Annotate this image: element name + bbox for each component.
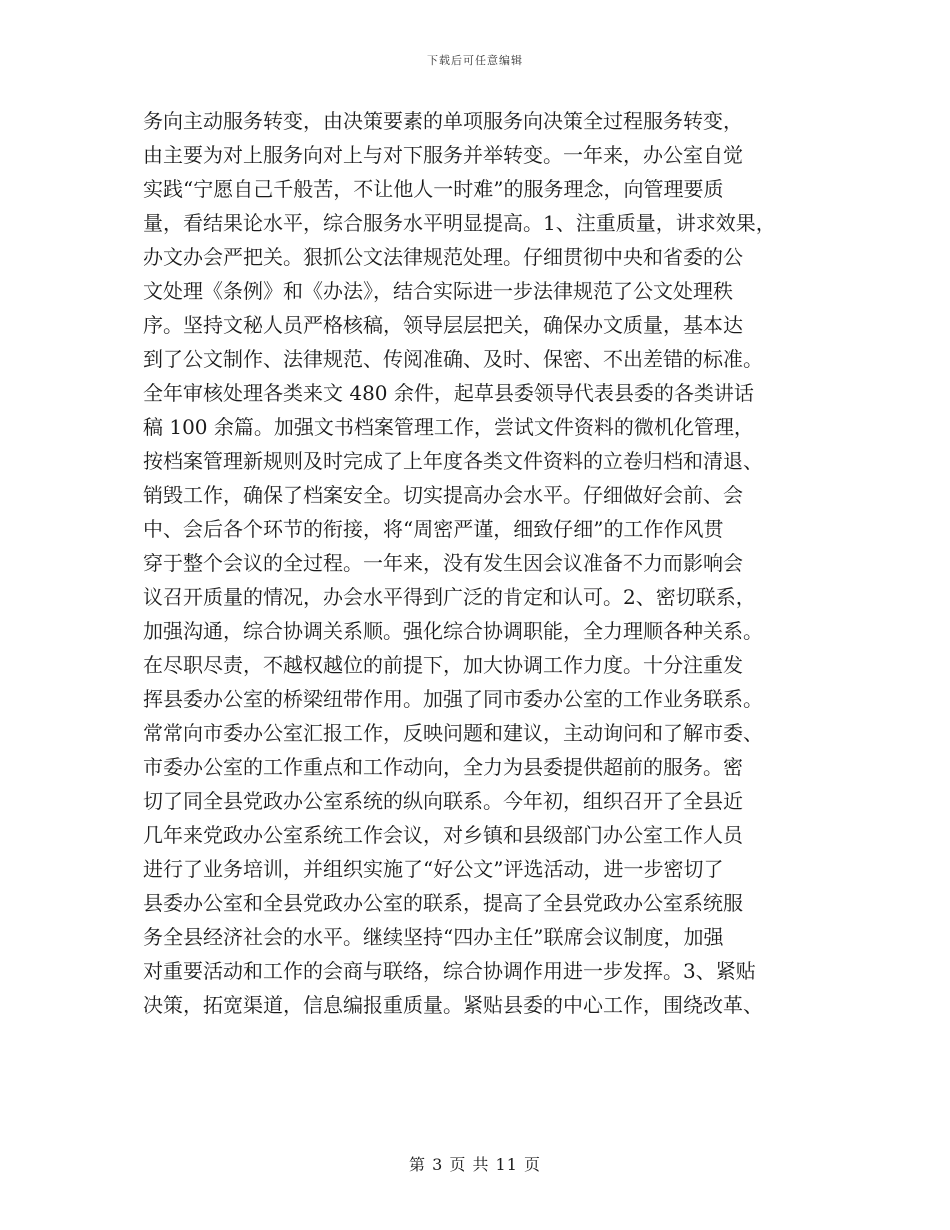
page-header: 下载后可任意编辑 (427, 54, 523, 67)
text-line: 办文办会严把关。狠抓公文法律规范处理。仔细贯彻中央和省委的公 (143, 245, 743, 269)
text-line: 按档案管理新规则及时完成了上年度各类文件资料的立卷归档和清退、 (143, 449, 763, 473)
text-line: 进行了业务培训，并组织实施了“好公文”评选活动，进一步密切了 (143, 857, 724, 881)
text-line: 穿于整个会议的全过程。一年来，没有发生因会议准备不力而影响会 (143, 551, 743, 575)
text-line: 加强沟通，综合协调关系顺。强化综合协调职能，全力理顺各种关系。 (143, 619, 763, 643)
text-line: 务向主动服务转变，由决策要素的单项服务向决策全过程服务转变， (143, 109, 743, 133)
text-line: 量，看结果论水平，综合服务水平明显提高。1、注重质量，讲求效果， (143, 211, 776, 235)
text-line: 实践“宁愿自己千般苦，不让他人一时难”的服务理念，向管理要质 (143, 177, 724, 201)
text-line: 县委办公室和全县党政办公室的联系，提高了全县党政办公室系统服 (143, 891, 743, 915)
text-line: 稿 100 余篇。加强文书档案管理工作，尝试文件资料的微机化管理， (143, 415, 754, 439)
text-line: 到了公文制作、法律规范、传阅准确、及时、保密、不出差错的标准。 (143, 347, 763, 371)
text-line: 决策，拓宽渠道，信息编报重质量。紧贴县委的中心工作，围绕改革、 (143, 993, 763, 1017)
text-line: 中、会后各个环节的衔接，将“周密严谨，细致仔细”的工作作风贯 (143, 517, 724, 541)
text-line: 销毁工作，确保了档案安全。切实提高办会水平。仔细做好会前、会 (143, 483, 743, 507)
text-line: 市委办公室的工作重点和工作动向，全力为县委提供超前的服务。密 (143, 755, 743, 779)
text-line: 全年审核处理各类来文 480 余件，起草县委领导代表县委的各类讲话 (143, 381, 754, 405)
text-line: 切了同全县党政办公室系统的纵向联系。今年初，组织召开了全县近 (143, 789, 743, 813)
text-line: 常常向市委办公室汇报工作，反映问题和建议，主动询问和了解市委、 (143, 721, 763, 745)
text-line: 序。坚持文秘人员严格核稿，领导层层把关，确保办文质量，基本达 (143, 313, 743, 337)
text-line: 几年来党政办公室系统工作会议，对乡镇和县级部门办公室工作人员 (143, 823, 743, 847)
text-line: 由主要为对上服务向对上与对下服务并举转变。一年来，办公室自觉 (143, 143, 743, 167)
page-number-footer: 第 3 页 共 11 页 (409, 1155, 541, 1174)
text-line: 挥县委办公室的桥梁纽带作用。加强了同市委办公室的工作业务联系。 (143, 687, 763, 711)
text-line: 议召开质量的情况，办会水平得到广泛的肯定和认可。2、密切联系， (143, 585, 756, 609)
text-line: 对重要活动和工作的会商与联络，综合协调作用进一步发挥。3、紧贴 (143, 959, 756, 983)
text-line: 务全县经济社会的水平。继续坚持“四办主任”联席会议制度，加强 (143, 925, 724, 949)
text-line: 文处理《条例》和《办法》，结合实际进一步法律规范了公文处理秩 (143, 279, 733, 303)
text-line: 在尽职尽责，不越权越位的前提下，加大协调工作力度。十分注重发 (143, 653, 743, 677)
